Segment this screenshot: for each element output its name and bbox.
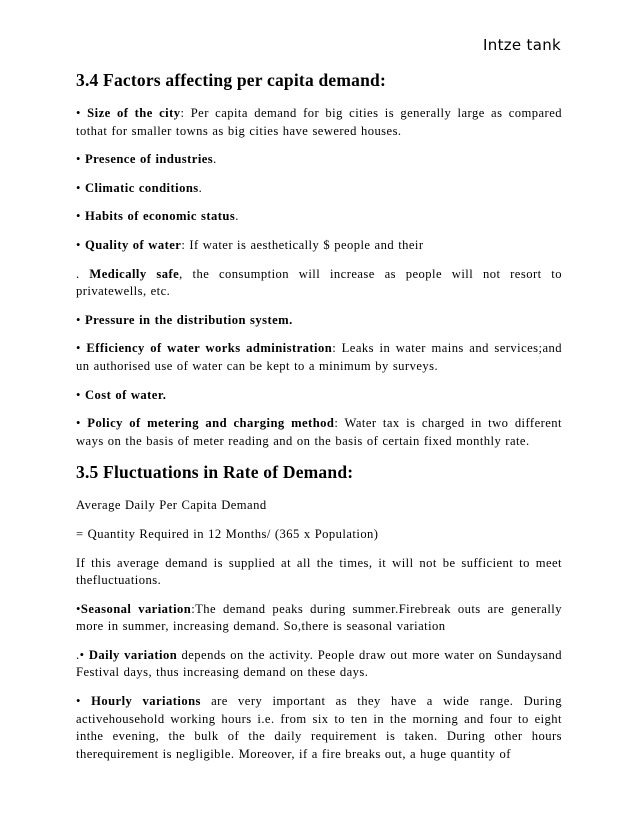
hourly-variations: • Hourly variations are very important as they have a wide range. During activehousehold working hours i.e. from six to ten in the morning and four to eight inthe evening, the bulk of the daily requirement is taken. During other hours therequirement is negligible. Moreover, if a fire breaks out, a huge quantity of	[76, 694, 562, 761]
running-header: Intze tank	[483, 36, 561, 54]
page-content	[76, 70, 562, 763]
factor-efficiency-administration: • Efficiency of water works administration: Leaks in water mains and services;and un authorised use of water can be kept to a minimum by surveys.	[76, 341, 562, 373]
factor-quality-of-water: • Quality of water: If water is aesthetically $ people and their	[76, 237, 424, 252]
factor-policy-metering: • Policy of metering and charging method: Water tax is charged in two different ways on the basis of meter reading and on the basis of certain fixed monthly rate.	[76, 416, 562, 448]
factor-medically-safe: . Medically safe, the consumption will increase as people will not resort to privatewells, etc.	[76, 266, 562, 299]
factor-climatic-conditions: • Climatic conditions.	[76, 180, 203, 195]
section-heading-3-4: 3.4 Factors affecting per capita demand:	[76, 70, 386, 90]
average-demand-formula: = Quantity Required in 12 Months/ (365 x Population)	[76, 526, 379, 541]
daily-variation: .• Daily variation depends on the activity. People draw out more water on Sundaysand Festival days, thus increasing demand on these days.	[76, 647, 563, 680]
factor-size-of-city: • Size of the city: Per capita demand for big cities is generally large as compared tothat for smaller towns as big cities have sewered houses.	[76, 106, 562, 138]
seasonal-variation: •Seasonal variation:The demand peaks during summer.Firebreak outs are generally more in summer, increasing demand. So,there is seasonal variation	[76, 601, 562, 634]
fluctuations-intro: If this average demand is supplied at all the times, it will not be sufficient to meet thefluctuations.	[76, 555, 562, 588]
factor-presence-of-industries: • Presence of industries.	[76, 152, 217, 167]
average-demand-label: Average Daily Per Capita Demand	[76, 498, 267, 513]
factor-pressure-distribution: • Pressure in the distribution system.	[76, 312, 293, 327]
factor-habits-economic-status: • Habits of economic status.	[76, 209, 239, 224]
factor-cost-of-water: • Cost of water.	[76, 387, 167, 402]
section-heading-3-5: 3.5 Fluctuations in Rate of Demand:	[76, 462, 354, 483]
